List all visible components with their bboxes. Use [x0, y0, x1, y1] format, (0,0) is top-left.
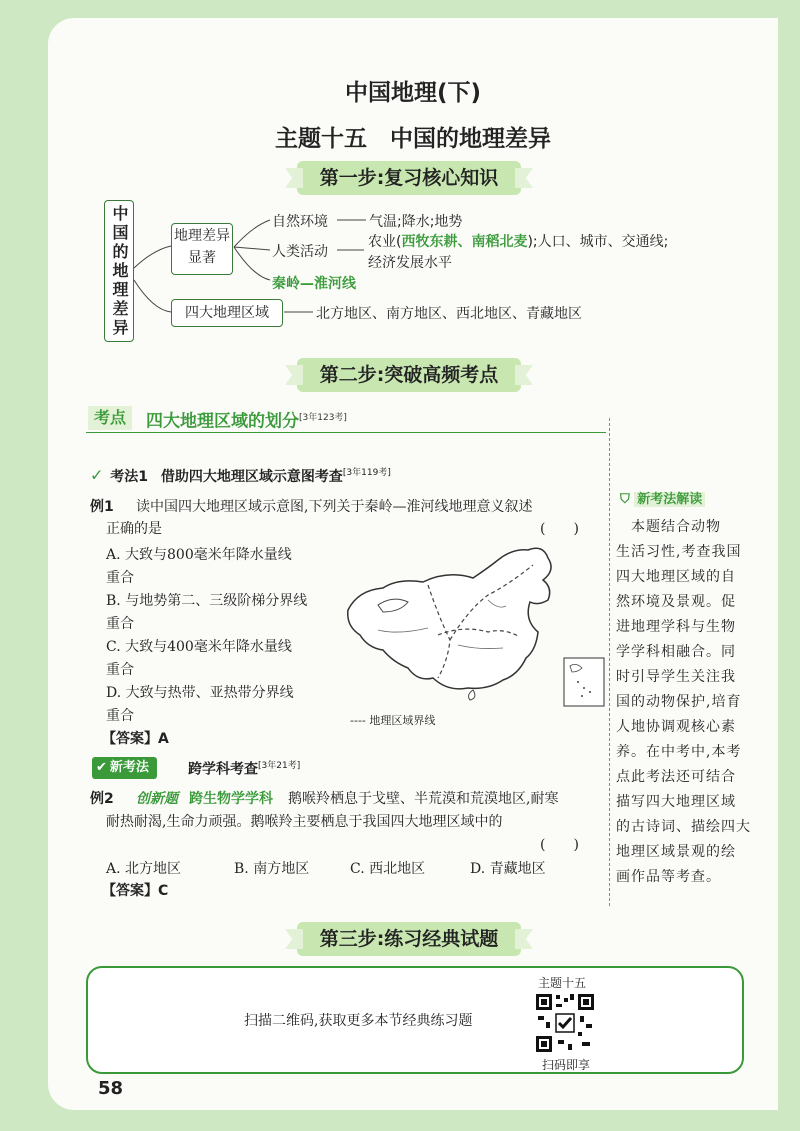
- natural-detail: 气温;降水;地势: [369, 214, 463, 230]
- page-number: 58: [98, 1078, 124, 1099]
- shield-check-icon: ✔: [96, 760, 107, 775]
- example2-stem-line2: 耐热耐渴,生命力顽强。鹅喉羚主要栖息于我国四大地理区域中的: [106, 814, 503, 830]
- method1-heading: ✓ 考法1 借助四大地理区域示意图考查[3年119考]: [90, 465, 391, 485]
- mindmap-node-regions: 四大地理区域: [171, 299, 283, 327]
- mindmap-node-differences: 地理差异显著: [171, 223, 233, 275]
- example2-stem-line1: 鹅喉羚栖息于戈壁、半荒漠和荒漠地区,耐寒: [288, 791, 559, 807]
- option-b-line1: B. 与地势第二、三级阶梯分界线: [106, 593, 308, 609]
- topic-title: 主题十五 中国的地理差异: [275, 126, 551, 152]
- sidebar-divider: [609, 418, 610, 906]
- example2-option-a: A. 北方地区: [106, 861, 182, 877]
- qr-topic: 主题十五: [538, 976, 587, 990]
- kaodian-title: 四大地理区域的划分[3年123考]: [146, 411, 347, 432]
- example2-option-b: B. 南方地区: [234, 861, 310, 877]
- example1-bracket: ( ): [540, 521, 579, 537]
- branch-human: 人类活动: [272, 244, 328, 260]
- example1-num: 例1: [90, 499, 114, 515]
- shield-icon: ⛉: [620, 492, 630, 507]
- step2-banner: 第二步:突破高频考点: [297, 358, 521, 392]
- option-b-line2: 重合: [106, 616, 134, 632]
- example1-stem-line2: 正确的是: [106, 521, 162, 537]
- mindmap-root: 中国的地理差异: [104, 200, 134, 342]
- kaodian-header: [86, 406, 606, 433]
- qr-caption: 扫码即享: [542, 1058, 591, 1072]
- example1-stem-line1: 读中国四大地理区域示意图,下列关于秦岭—淮河线地理意义叙述: [136, 499, 533, 515]
- qr-panel: [86, 966, 744, 1074]
- human-detail: 农业(西牧东耕、南稻北麦);人口、城市、交通线;: [368, 234, 669, 250]
- method2-title: 跨学科考查[3年21考]: [188, 761, 301, 778]
- example1-answer: 【答案】A: [102, 731, 169, 747]
- method2-tag: ✔ 新考法: [92, 757, 157, 779]
- example2-bracket: ( ): [540, 837, 579, 853]
- qr-code[interactable]: [534, 992, 596, 1054]
- sidebar-body: 本题结合动物 生活习性,考查我国 四大地理区域的自 然环境及景观。促 进地理学科与生物 学学科相融合。同 时引导学生关注我 国的动物保护,培育 人地协调观核心素 养。在中考中,本考 点此考法还可结合 描写四大地理区域 的古诗词、描绘四大 地理区域景观的绘 画作品等考查。: [616, 519, 751, 885]
- human-detail-line2: 经济发展水平: [368, 255, 452, 271]
- example2-answer: 【答案】C: [102, 883, 169, 899]
- option-c-line1: C. 大致与400毫米年降水量线: [106, 639, 292, 655]
- kaodian-tag: 考点: [88, 406, 132, 430]
- example2-tag-innovative: 创新题: [136, 791, 178, 807]
- example2-tag-interdisciplinary: 跨生物学学科: [189, 791, 273, 807]
- sidebar-title: ⛉ 新考法解读: [620, 488, 705, 507]
- regions-list: 北方地区、南方地区、西北地区、青藏地区: [316, 306, 582, 322]
- china-regions-map: [338, 540, 608, 710]
- qinling-line: 秦岭—淮河线: [272, 276, 356, 292]
- check-icon: ✓: [90, 465, 104, 485]
- step1-banner: 第一步:复习核心知识: [297, 161, 521, 195]
- example2-option-c: C. 西北地区: [350, 861, 426, 877]
- branch-natural: 自然环境: [272, 214, 328, 230]
- example2-option-d: D. 青藏地区: [470, 861, 546, 877]
- book-title: 中国地理(下): [344, 80, 482, 106]
- map-legend: ---- 地理区域界线: [350, 714, 436, 727]
- page: [48, 18, 778, 1110]
- option-a-line1: A. 大致与800毫米年降水量线: [106, 547, 292, 563]
- option-d-line2: 重合: [106, 708, 134, 724]
- option-c-line2: 重合: [106, 662, 134, 678]
- option-d-line1: D. 大致与热带、亚热带分界线: [106, 685, 294, 701]
- step3-banner: 第三步:练习经典试题: [297, 922, 521, 956]
- example2-num: 例2: [90, 791, 114, 807]
- option-a-line2: 重合: [106, 570, 134, 586]
- qr-prompt: 扫描二维码,获取更多本节经典练习题: [244, 1013, 473, 1029]
